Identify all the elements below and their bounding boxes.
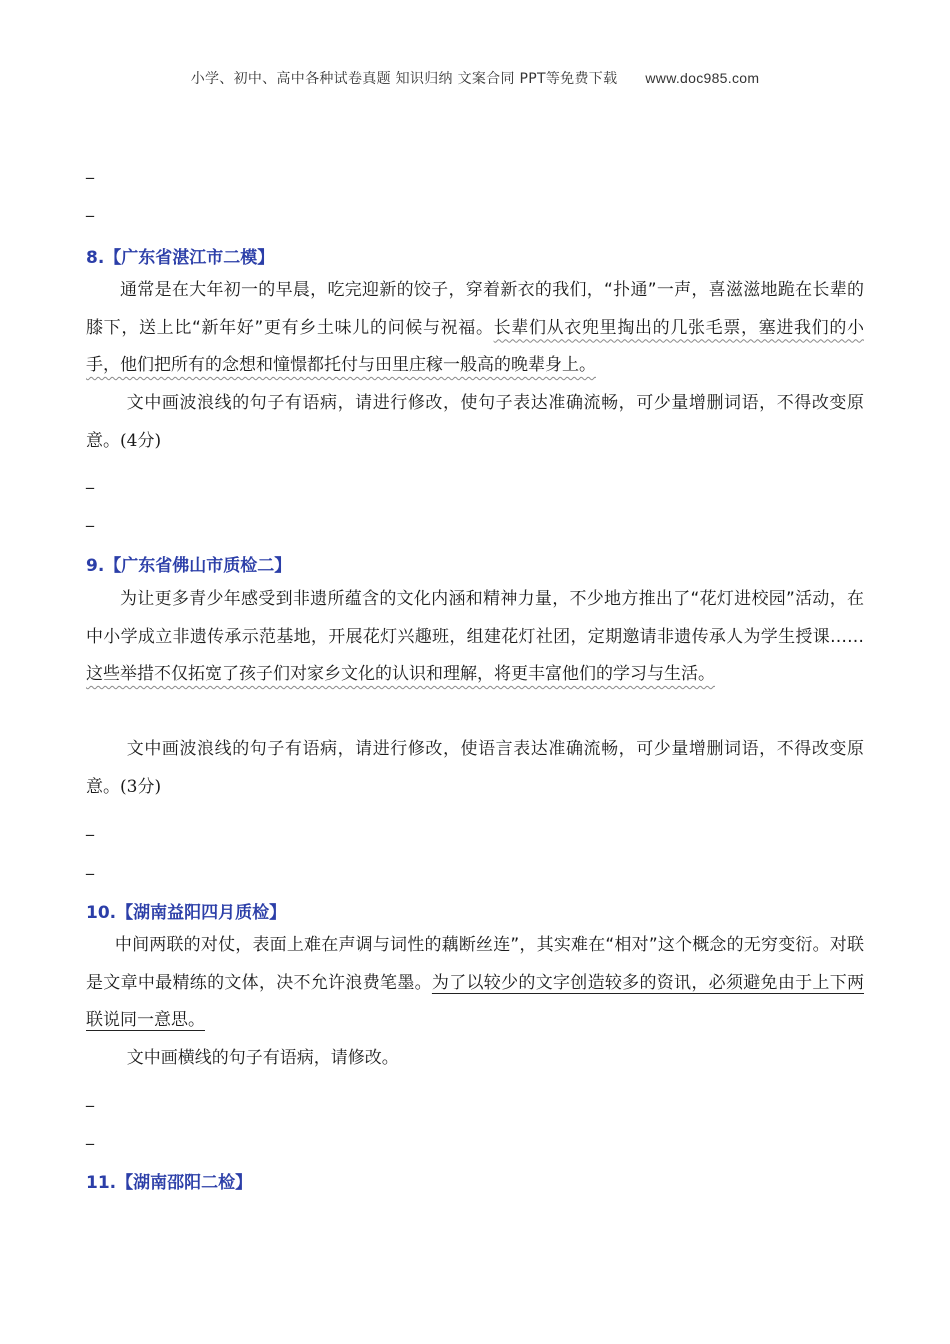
answer-blank: _ [86, 1126, 94, 1145]
header-text: 小学、初中、高中各种试卷真题 知识归纳 文案合同 PPT等免费下载 [190, 71, 618, 87]
question-8-passage [86, 272, 864, 385]
answer-blank: _ [86, 1088, 94, 1107]
question-9-title: 9.【广东省佛山市质检二】 [86, 556, 292, 576]
question-10-title: 10.【湖南益阳四月质检】 [86, 903, 287, 923]
passage-text: 为让更多青少年感受到非遗所蕴含的文化内涵和精神力量，不少地方推出了“花灯进校园”活动，在中小学成立非遗传承示范基地，开展花灯兴趣班，组建花灯社团，定期邀请非遗传承人为学生授课…… [86, 589, 864, 647]
answer-blank: _ [86, 817, 94, 836]
question-9-passage [86, 581, 864, 694]
wavy-underlined-sentence: 这些举措不仅拓宽了孩子们对家乡文化的认识和理解，将更丰富他们的学习与生活。 [86, 664, 715, 684]
header-site[interactable]: www.doc985.com [645, 70, 760, 86]
question-10-passage [86, 927, 864, 1040]
answer-blank: _ [86, 470, 94, 489]
question-9-instruction: 文中画波浪线的句子有语病，请进行修改，使语言表达准确流畅，可少量增删词语，不得改变原意。(3分) [86, 739, 864, 797]
page-header [0, 68, 950, 88]
question-8-title: 8.【广东省湛江市二模】 [86, 248, 275, 268]
question-11-title: 11.【湖南邵阳二检】 [86, 1173, 253, 1193]
question-8-instruction: 文中画波浪线的句子有语病，请进行修改，使句子表达准确流畅，可少量增删词语，不得改变原意。(4分) [86, 393, 864, 451]
passage-text: 通常是在大年初一的早晨，吃完迎新的饺子，穿着新衣的我们，“扑通”一声，喜滋滋地跪在长辈的膝下，送上比“新年好”更有乡土味儿的问候与祝福。 [86, 280, 864, 338]
answer-blank: _ [86, 856, 94, 875]
question-10-instruction: 文中画横线的句子有语病，请修改。 [126, 1048, 399, 1068]
passage-text: 中间两联的对仗，表面上难在声调与词性的藕断丝连”，其实难在“相对”这个概念的无穷变衍。对联是文章中最精练的文体，决不允许浪费笔墨。 [86, 935, 864, 993]
underlined-sentence: 为了以较少的文字创造较多的资讯，必须避免由于上下两联说同一意思。 [86, 972, 865, 1030]
answer-blank: _ [86, 160, 94, 179]
wavy-underlined-sentence: 长辈们从衣兜里掏出的几张毛票，塞进我们的小手，他们把所有的念想和憧憬都托付与田里庄稼一般高的晚辈身上。 [86, 317, 864, 375]
answer-blank: _ [86, 198, 94, 217]
answer-blank: _ [86, 508, 94, 527]
